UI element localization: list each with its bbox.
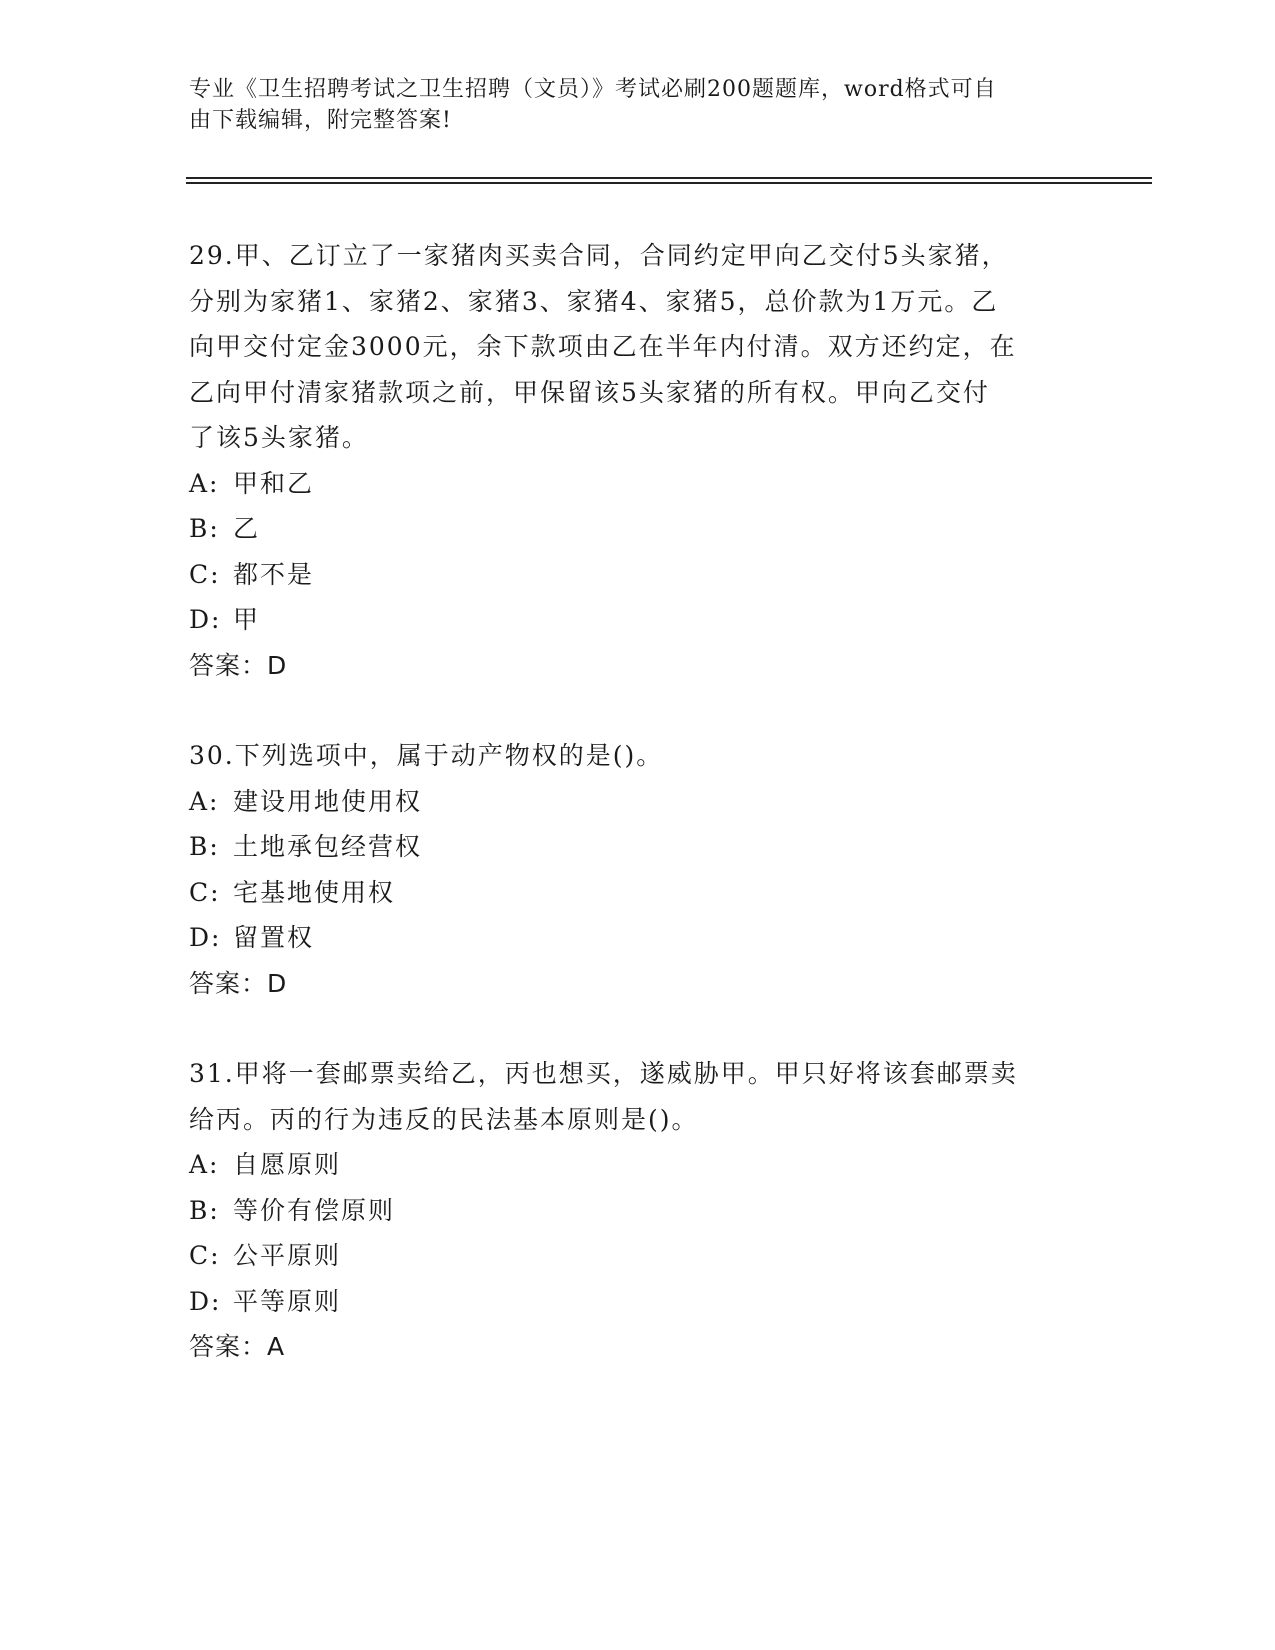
option-text: 宅基地使用权: [233, 877, 396, 907]
option-b: [189, 506, 1089, 552]
stem-line: 给丙。丙的行为违反的民法基本原则是()。: [189, 1104, 699, 1134]
option-key: B:: [189, 1195, 220, 1225]
header-line-2: 由下载编辑，附完整答案!: [189, 108, 452, 133]
option-key: C:: [189, 877, 221, 907]
question-stem: [189, 233, 1089, 461]
option-text: 等价有偿原则: [233, 1195, 396, 1225]
stem-line: 30.下列选项中，属于动产物权的是()。: [189, 741, 664, 770]
option-key: D:: [189, 923, 222, 952]
stem-line: 向甲交付定金3000元，余下款项由乙在半年内付清。双方还约定，在: [189, 332, 1017, 361]
option-c: [189, 870, 1089, 916]
option-text: 公平原则: [233, 1241, 342, 1270]
question-list: [189, 233, 1089, 1415]
stem-line: 了该5头家猪。: [189, 423, 369, 452]
option-b: [189, 824, 1089, 870]
option-d: [189, 1279, 1089, 1325]
header-divider-top: [186, 177, 1152, 179]
question-stem: [189, 733, 1089, 779]
option-text: 留置权: [233, 923, 315, 952]
option-key: A:: [189, 468, 220, 498]
option-key: D:: [189, 605, 222, 634]
document-header: [189, 74, 1089, 136]
option-a: [189, 779, 1089, 825]
answer-line: 答案：D: [189, 968, 288, 998]
option-a: [189, 1142, 1089, 1188]
header-divider-bottom: [186, 182, 1152, 184]
option-c: [189, 552, 1089, 598]
option-text: 平等原则: [233, 1286, 342, 1316]
header-line-1: 专业《卫生招聘考试之卫生招聘（文员）》考试必刷200题题库，word格式可自: [189, 77, 997, 102]
answer-line: 答案：D: [189, 650, 288, 680]
option-key: B:: [189, 514, 220, 543]
option-text: 乙: [233, 514, 261, 543]
option-d: [189, 915, 1089, 961]
option-text: 甲: [233, 605, 261, 634]
question-31: [189, 1051, 1089, 1370]
option-text: 建设用地使用权: [233, 786, 423, 816]
option-d: [189, 597, 1089, 643]
option-text: 土地承包经营权: [233, 832, 423, 861]
stem-line: 31.甲将一套邮票卖给乙，丙也想买，遂威胁甲。甲只好将该套邮票卖: [189, 1059, 1018, 1088]
stem-line: 分别为家猪1、家猪2、家猪3、家猪4、家猪5，总价款为1万元。乙: [189, 286, 999, 316]
option-key: A:: [189, 786, 220, 816]
question-29: [189, 233, 1089, 688]
option-c: [189, 1233, 1089, 1279]
stem-line: 29.甲、乙订立了一家猪肉买卖合同，合同约定甲向乙交付5头家猪，: [189, 241, 1009, 270]
stem-line: 乙向甲付清家猪款项之前，甲保留该5头家猪的所有权。甲向乙交付: [189, 377, 990, 407]
answer-line: 答案：A: [189, 1332, 286, 1361]
option-key: A:: [189, 1150, 220, 1179]
option-a: [189, 461, 1089, 507]
question-stem: [189, 1051, 1089, 1142]
option-text: 都不是: [233, 559, 315, 589]
question-30: [189, 733, 1089, 1006]
option-b: [189, 1188, 1089, 1234]
option-text: 自愿原则: [233, 1150, 342, 1179]
option-key: B:: [189, 832, 220, 861]
option-key: C:: [189, 1241, 221, 1270]
option-key: C:: [189, 559, 221, 589]
option-key: D:: [189, 1286, 222, 1316]
option-text: 甲和乙: [233, 468, 315, 498]
